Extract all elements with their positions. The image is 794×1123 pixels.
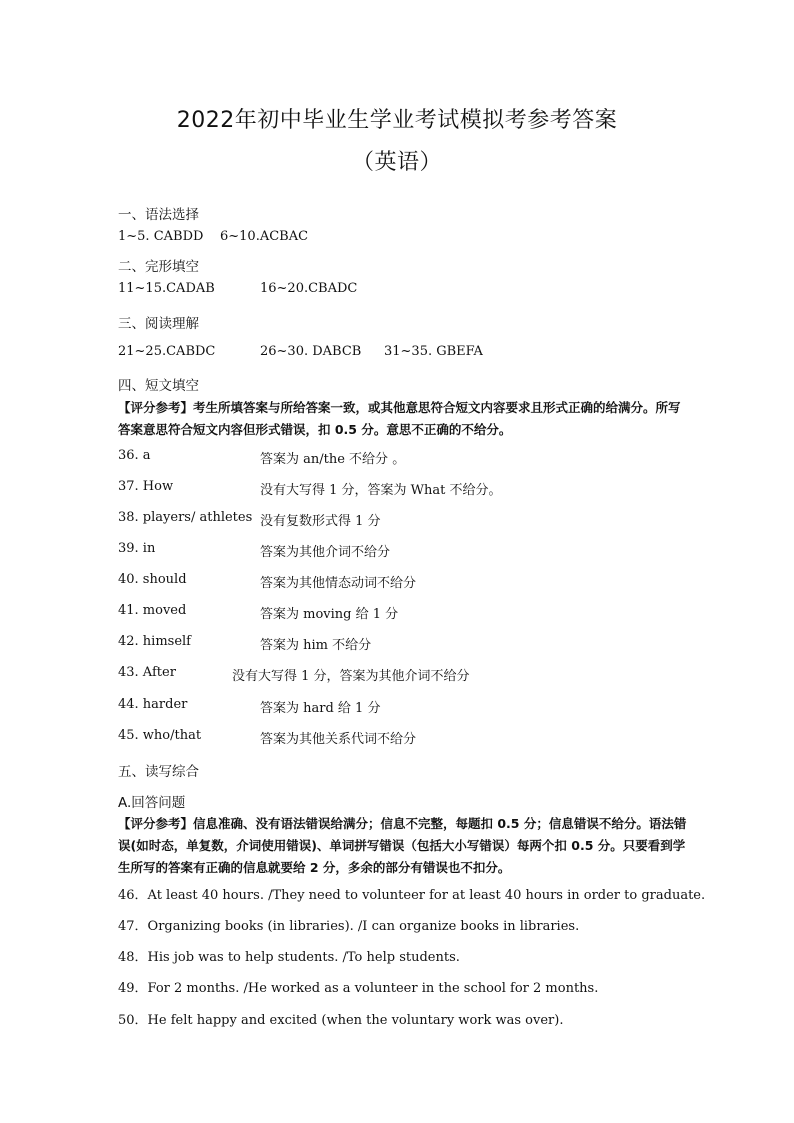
- answer-number: 43. After: [118, 665, 176, 680]
- reference-answer: 48．His job was to help students. /To help students.: [118, 950, 460, 965]
- page-subtitle: （英语）: [351, 150, 442, 175]
- answer-group: 21~25.CABDC: [118, 344, 216, 359]
- section-heading-read-write: 五、读写综合: [118, 764, 199, 780]
- page-title: 2022年初中毕业生学业考试模拟考参考答案: [176, 108, 618, 133]
- scoring-note: 【评分参考】考生所填答案与所给答案一致，或其他意思符合短文内容要求且形式正确的给满分。所写答案意思符合短文内容但形式错误，扣 0.5 分。意思不正确的不给分。: [118, 400, 681, 437]
- section-heading-grammar: 一、语法选择: [118, 207, 199, 223]
- scoring-note: 【评分参考】信息准确、没有语法错误给满分；信息不完整，每题扣 0.5 分；信息错误不给分。语法错误(如时态，单复数，介词使用错误)、单词拼写错误（包括大小写错误）每两个扣 0.5 分。只要看到学生所写的答案有正确的信息就要给 2 分，多余的部分有错误也不扣分。: [118, 816, 687, 875]
- answer-number: 42. himself: [118, 634, 191, 649]
- answer-group: 11~15.CADAB: [118, 281, 215, 296]
- reference-answer: 49．For 2 months. /He worked as a volunteer in the school for 2 months.: [118, 981, 599, 996]
- answer-number: 39. in: [118, 541, 156, 556]
- scoring-rule: 没有大写得 1 分，答案为其他介词不给分: [232, 669, 470, 684]
- answer-group: 1~5. CABDD: [118, 229, 204, 244]
- answer-number: 41. moved: [118, 603, 187, 618]
- scoring-rule: 答案为其他情态动词不给分: [260, 576, 417, 591]
- answer-group: 6~10.ACBAC: [220, 229, 309, 244]
- answer-number: 44. harder: [118, 697, 188, 712]
- scoring-rule: 答案为 an/the 不给分 。: [260, 452, 406, 467]
- subsection-heading: A.回答问题: [118, 795, 186, 811]
- scoring-rule: 没有复数形式得 1 分: [260, 514, 381, 529]
- scoring-rule: 答案为其他关系代词不给分: [260, 732, 417, 747]
- answer-group: 26~30. DABCB: [260, 344, 362, 359]
- answer-group: 31~35. GBEFA: [384, 344, 483, 359]
- section-heading-cloze: 二、完形填空: [118, 259, 199, 275]
- answer-number: 37. How: [118, 479, 174, 494]
- reference-answer: 50．He felt happy and excited (when the voluntary work was over).: [118, 1013, 564, 1028]
- answer-number: 45. who/that: [118, 728, 202, 743]
- scoring-rule: 答案为其他介词不给分: [260, 545, 391, 560]
- reference-answer: 46．At least 40 hours. /They need to volunteer for at least 40 hours in order to graduate.: [118, 888, 706, 903]
- answer-number: 40. should: [118, 572, 187, 587]
- answer-number: 38. players/ athletes: [118, 510, 253, 525]
- scoring-rule: 答案为 hard 给 1 分: [260, 701, 381, 716]
- scoring-rule: 答案为 him 不给分: [260, 638, 372, 653]
- section-heading-reading: 三、阅读理解: [118, 316, 199, 332]
- answer-number: 36. a: [118, 448, 151, 463]
- scoring-rule: 答案为 moving 给 1 分: [260, 607, 399, 622]
- section-heading-fill-in: 四、短文填空: [118, 378, 199, 394]
- scoring-rule: 没有大写得 1 分，答案为 What 不给分。: [260, 483, 502, 498]
- reference-answer: 47．Organizing books (in libraries). /I can organize books in libraries.: [118, 919, 580, 934]
- answer-group: 16~20.CBADC: [260, 281, 358, 296]
